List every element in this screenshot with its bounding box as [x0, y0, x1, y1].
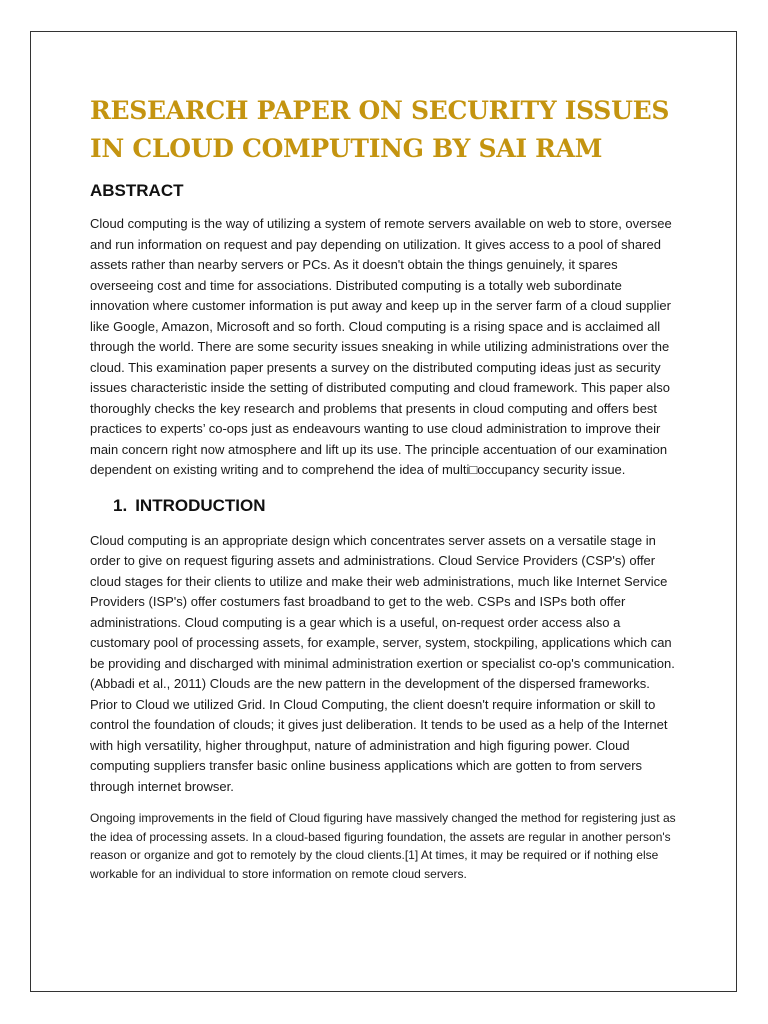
section-title: INTRODUCTION [135, 495, 266, 515]
abstract-paragraph: Cloud computing is the way of utilizing a system of remote servers available on web to store, oversee and run information on request and pay depending on utilization. It gives access to a pool of shared assets rather than nearby servers or PCs. As it doesn't obtain the things genuinely, it spares overseeing cost and time for associations. Distributed computing is a totally web subordinate innovation where customer information is put away and keep up in the server farm of a cloud supplier like Google, Amazon, Microsoft and so forth. Cloud computing is a rising space and is acclaimed all through the world. There are some security issues sneaking in while utilizing administrations over the cloud. This examination paper presents a survey on the distributed computing ideas just as security issues characteristic inside the setting of distributed computing and cloud framework. This paper also thoroughly checks the key research and problems that presents in cloud computing and offers best practices to experts’ co-ops just as endeavours wanting to use cloud administration to improve their main concern right now atmosphere and lift up its use. The principle accentuation of our examination dependent on existing writing and to comprehend the idea of multi□occupancy security issue. [90, 216, 672, 477]
introduction-paragraph-1: Cloud computing is an appropriate design which concentrates server assets on a versatile stage in order to give on request figuring assets and administrations. Cloud Service Providers (CSP's) offer cloud stages for their clients to utilize and make their web administrations, much like Internet Service Providers (ISP's) offer costumers fast broadband to get to the web. CSPs and ISPs both offer administrations. Cloud computing is a gear which is a useful, on-request order access also a customary pool of processing assets, for example, server, system, stockpiling, applications which can be providing and discharged with minimal administration exertion or specialist co-op's communication.(Abbadi et al., 2011) Clouds are the new pattern in the development of the dispersed frameworks. Prior to Cloud we utilized Grid. In Cloud Computing, the client doesn't require information or skill to control the foundation of clouds; it gives just deliberation. It tends to be used as a help of the Internet with high versatility, higher throughput, nature of administration and high figuring power. Cloud computing suppliers transfer basic online business applications which are gotten to from servers through internet browser. [90, 532, 675, 794]
abstract-heading: ABSTRACT [90, 181, 184, 200]
section-number: 1. [113, 495, 128, 515]
document-title: RESEARCH PAPER ON SECURITY ISSUES IN CLOUD COMPUTING BY SAI RAM [90, 96, 670, 163]
document-body [90, 92, 680, 883]
introduction-paragraph-2: Ongoing improvements in the field of Cloud figuring have massively changed the method for registering just as the idea of processing assets. In a cloud-based figuring foundation, the assets are regular in another person's reason or organize and got to remotely by the cloud clients.[1] At times, it may be required or if nothing else workable for an individual to store information on remote cloud servers. [90, 811, 676, 881]
introduction-heading [113, 495, 680, 517]
